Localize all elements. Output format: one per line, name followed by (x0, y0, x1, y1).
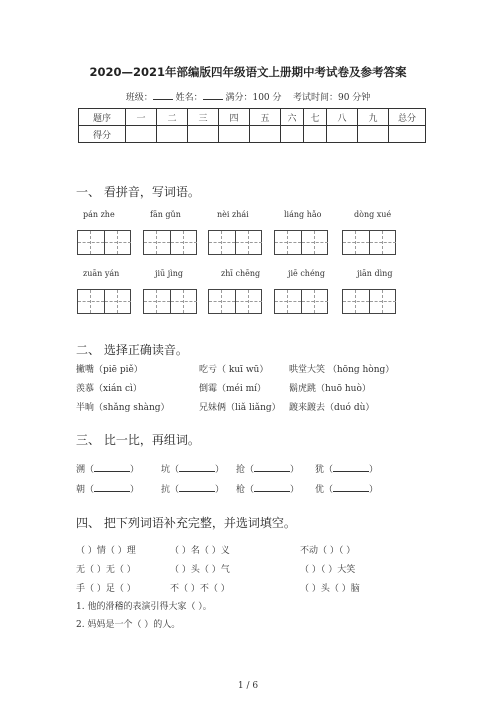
score-cell[interactable] (327, 126, 358, 143)
compare-item (236, 462, 299, 475)
score-cell[interactable] (157, 126, 188, 143)
paren-close: ） (290, 485, 300, 495)
answer-blank[interactable] (179, 483, 215, 492)
score-cell[interactable] (304, 126, 327, 143)
char-prompt: 朝（ (76, 485, 95, 495)
reading-choice[interactable]: 哄堂大笑 （hōng hòng） (289, 365, 395, 375)
score-header-cell: 四 (219, 109, 250, 126)
pinyin-label: jiē chéng (288, 269, 325, 278)
writing-grid[interactable] (342, 289, 396, 314)
grid-cell[interactable] (144, 231, 171, 254)
time-label: 考试时间：90 分钟 (292, 93, 371, 103)
reading-choice[interactable]: 吃亏（ kuī wū） (199, 365, 269, 375)
section4-heading: 四、 把下列词语补充完整，并选词填空。 (76, 516, 296, 530)
compare-item (236, 482, 299, 495)
pinyin-label: zhī chēng (221, 269, 261, 278)
pinyin-label: jiān dìng (357, 269, 393, 278)
answer-blank[interactable] (333, 463, 369, 472)
pinyin-label: zuān yán (83, 269, 120, 278)
pinyin-label: nèi zhái (217, 210, 249, 219)
idiom-fill[interactable]: （ ）（ ）大笑 (300, 565, 356, 575)
grid-cell[interactable] (236, 231, 262, 254)
writing-grid[interactable] (77, 289, 131, 314)
writing-grid[interactable] (208, 230, 262, 255)
pinyin-label: jiū jìng (155, 269, 184, 278)
writing-grid[interactable] (274, 289, 328, 314)
paren-close: ） (215, 485, 225, 495)
grid-cell[interactable] (105, 231, 131, 254)
grid-cell[interactable] (78, 231, 105, 254)
grid-cell[interactable] (236, 290, 262, 313)
score-header-cell: 七 (304, 109, 327, 126)
score-header-cell: 五 (250, 109, 281, 126)
score-label: 满分：100 分 (225, 93, 282, 103)
idiom-fill[interactable]: （ ）头（ ）气 (170, 565, 230, 575)
sentence-question[interactable]: 2. 妈妈是一个（ ）的人。 (76, 620, 181, 630)
paren-close: ） (369, 465, 379, 475)
reading-choice[interactable]: 羡慕（xián cì） (76, 384, 142, 394)
grid-cell[interactable] (171, 290, 197, 313)
score-row-label: 得分 (79, 126, 126, 143)
idiom-fill[interactable]: 不（ ）不（ ） (170, 584, 230, 594)
score-header-cell: 总分 (389, 109, 426, 126)
grid-cell[interactable] (370, 231, 396, 254)
idiom-fill[interactable]: 不动（ ）（ ） (300, 546, 356, 556)
pinyin-label: dòng xué (354, 210, 392, 219)
char-prompt: 犹（ (315, 465, 334, 475)
score-header-cell: 题序 (79, 109, 126, 126)
answer-blank[interactable] (333, 483, 369, 492)
reading-choice[interactable]: 撇嘴（piē piě） (76, 365, 143, 375)
sentence-question[interactable]: 1. 他的滑稽的表演引得大家（ ）。 (76, 602, 212, 612)
paren-close: ） (290, 465, 300, 475)
section1-heading: 一、 看拼音，写词语。 (76, 185, 200, 199)
score-cell[interactable] (188, 126, 219, 143)
writing-grid[interactable] (143, 289, 197, 314)
score-header-cell: 三 (188, 109, 219, 126)
reading-choice[interactable]: 倒霉（méi mí） (199, 384, 267, 394)
exam-info-line (0, 90, 496, 103)
score-cell[interactable] (281, 126, 304, 143)
answer-blank[interactable] (179, 463, 215, 472)
score-cell[interactable] (389, 126, 426, 143)
grid-cell[interactable] (144, 290, 171, 313)
grid-cell[interactable] (302, 231, 328, 254)
char-prompt: 溯（ (76, 465, 95, 475)
score-table (78, 108, 426, 143)
writing-grid[interactable] (342, 230, 396, 255)
writing-grid[interactable] (143, 230, 197, 255)
reading-choice[interactable]: 鬍虎跳（huō huò） (289, 384, 371, 394)
grid-cell[interactable] (105, 290, 131, 313)
paren-close: ） (130, 485, 140, 495)
pinyin-label: pán zhe (83, 210, 115, 219)
writing-grid[interactable] (77, 230, 131, 255)
score-table-score-row (79, 126, 426, 143)
class-label: 班级： (125, 93, 153, 103)
grid-cell[interactable] (370, 290, 396, 313)
pinyin-label: liáng hǎo (284, 210, 322, 219)
score-cell[interactable] (250, 126, 281, 143)
char-prompt: 优（ (315, 485, 334, 495)
compare-item (161, 482, 224, 495)
answer-blank[interactable] (254, 483, 290, 492)
compare-item (76, 462, 139, 475)
grid-cell[interactable] (302, 290, 328, 313)
grid-cell[interactable] (343, 231, 370, 254)
writing-grid[interactable] (208, 289, 262, 314)
score-cell[interactable] (358, 126, 389, 143)
answer-blank[interactable] (94, 483, 130, 492)
document-title: 2020—2021年部编版四年级语文上册期中考试卷及参考答案 (89, 65, 407, 79)
section2-heading: 二、 选择正确读音。 (76, 343, 188, 357)
compare-item (315, 482, 378, 495)
idiom-fill[interactable]: 手（ ）足（ ） (76, 584, 136, 594)
idiom-fill[interactable]: 无（ ）无（ ） (76, 565, 136, 575)
score-header-cell: 六 (281, 109, 304, 126)
score-header-cell: 二 (157, 109, 188, 126)
grid-cell[interactable] (171, 231, 197, 254)
paren-close: ） (369, 485, 379, 495)
compare-item (161, 462, 224, 475)
idiom-fill[interactable]: （ ）情（ ）理 (76, 546, 136, 556)
answer-blank[interactable] (254, 463, 290, 472)
char-prompt: 枪（ (236, 485, 255, 495)
writing-grid[interactable] (274, 230, 328, 255)
class-blank[interactable] (153, 91, 173, 100)
paren-close: ） (215, 465, 225, 475)
page-number: 1 / 6 (237, 681, 259, 691)
grid-cell[interactable] (275, 290, 302, 313)
section3-heading: 三、 比一比，再组词。 (76, 433, 200, 447)
answer-blank[interactable] (94, 463, 130, 472)
idiom-fill[interactable]: （ ）名（ ）义 (170, 546, 230, 556)
reading-choice[interactable]: 兄妹俩（liǎ liǎng） (199, 403, 281, 413)
grid-cell[interactable] (209, 231, 236, 254)
name-label: 姓名： (175, 93, 203, 103)
compare-item (76, 482, 139, 495)
reading-choice[interactable]: 半晌（shǎng shàng） (76, 403, 170, 413)
score-header-cell: 九 (358, 109, 389, 126)
char-prompt: 抗（ (161, 485, 180, 495)
char-prompt: 坑（ (161, 465, 180, 475)
pinyin-label: fān gǔn (150, 210, 181, 219)
grid-cell[interactable] (343, 290, 370, 313)
score-cell[interactable] (219, 126, 250, 143)
name-blank[interactable] (203, 91, 223, 100)
score-header-cell: 八 (327, 109, 358, 126)
grid-cell[interactable] (78, 290, 105, 313)
char-prompt: 抢（ (236, 465, 255, 475)
score-header-cell: 一 (126, 109, 157, 126)
reading-choice[interactable]: 踱来踱去（duó dù） (289, 403, 375, 413)
paren-close: ） (130, 465, 140, 475)
score-cell[interactable] (126, 126, 157, 143)
grid-cell[interactable] (275, 231, 302, 254)
score-table-header-row (79, 109, 426, 126)
idiom-fill[interactable]: （ ）头（ ）脑 (300, 584, 360, 594)
compare-item (315, 462, 378, 475)
grid-cell[interactable] (209, 290, 236, 313)
